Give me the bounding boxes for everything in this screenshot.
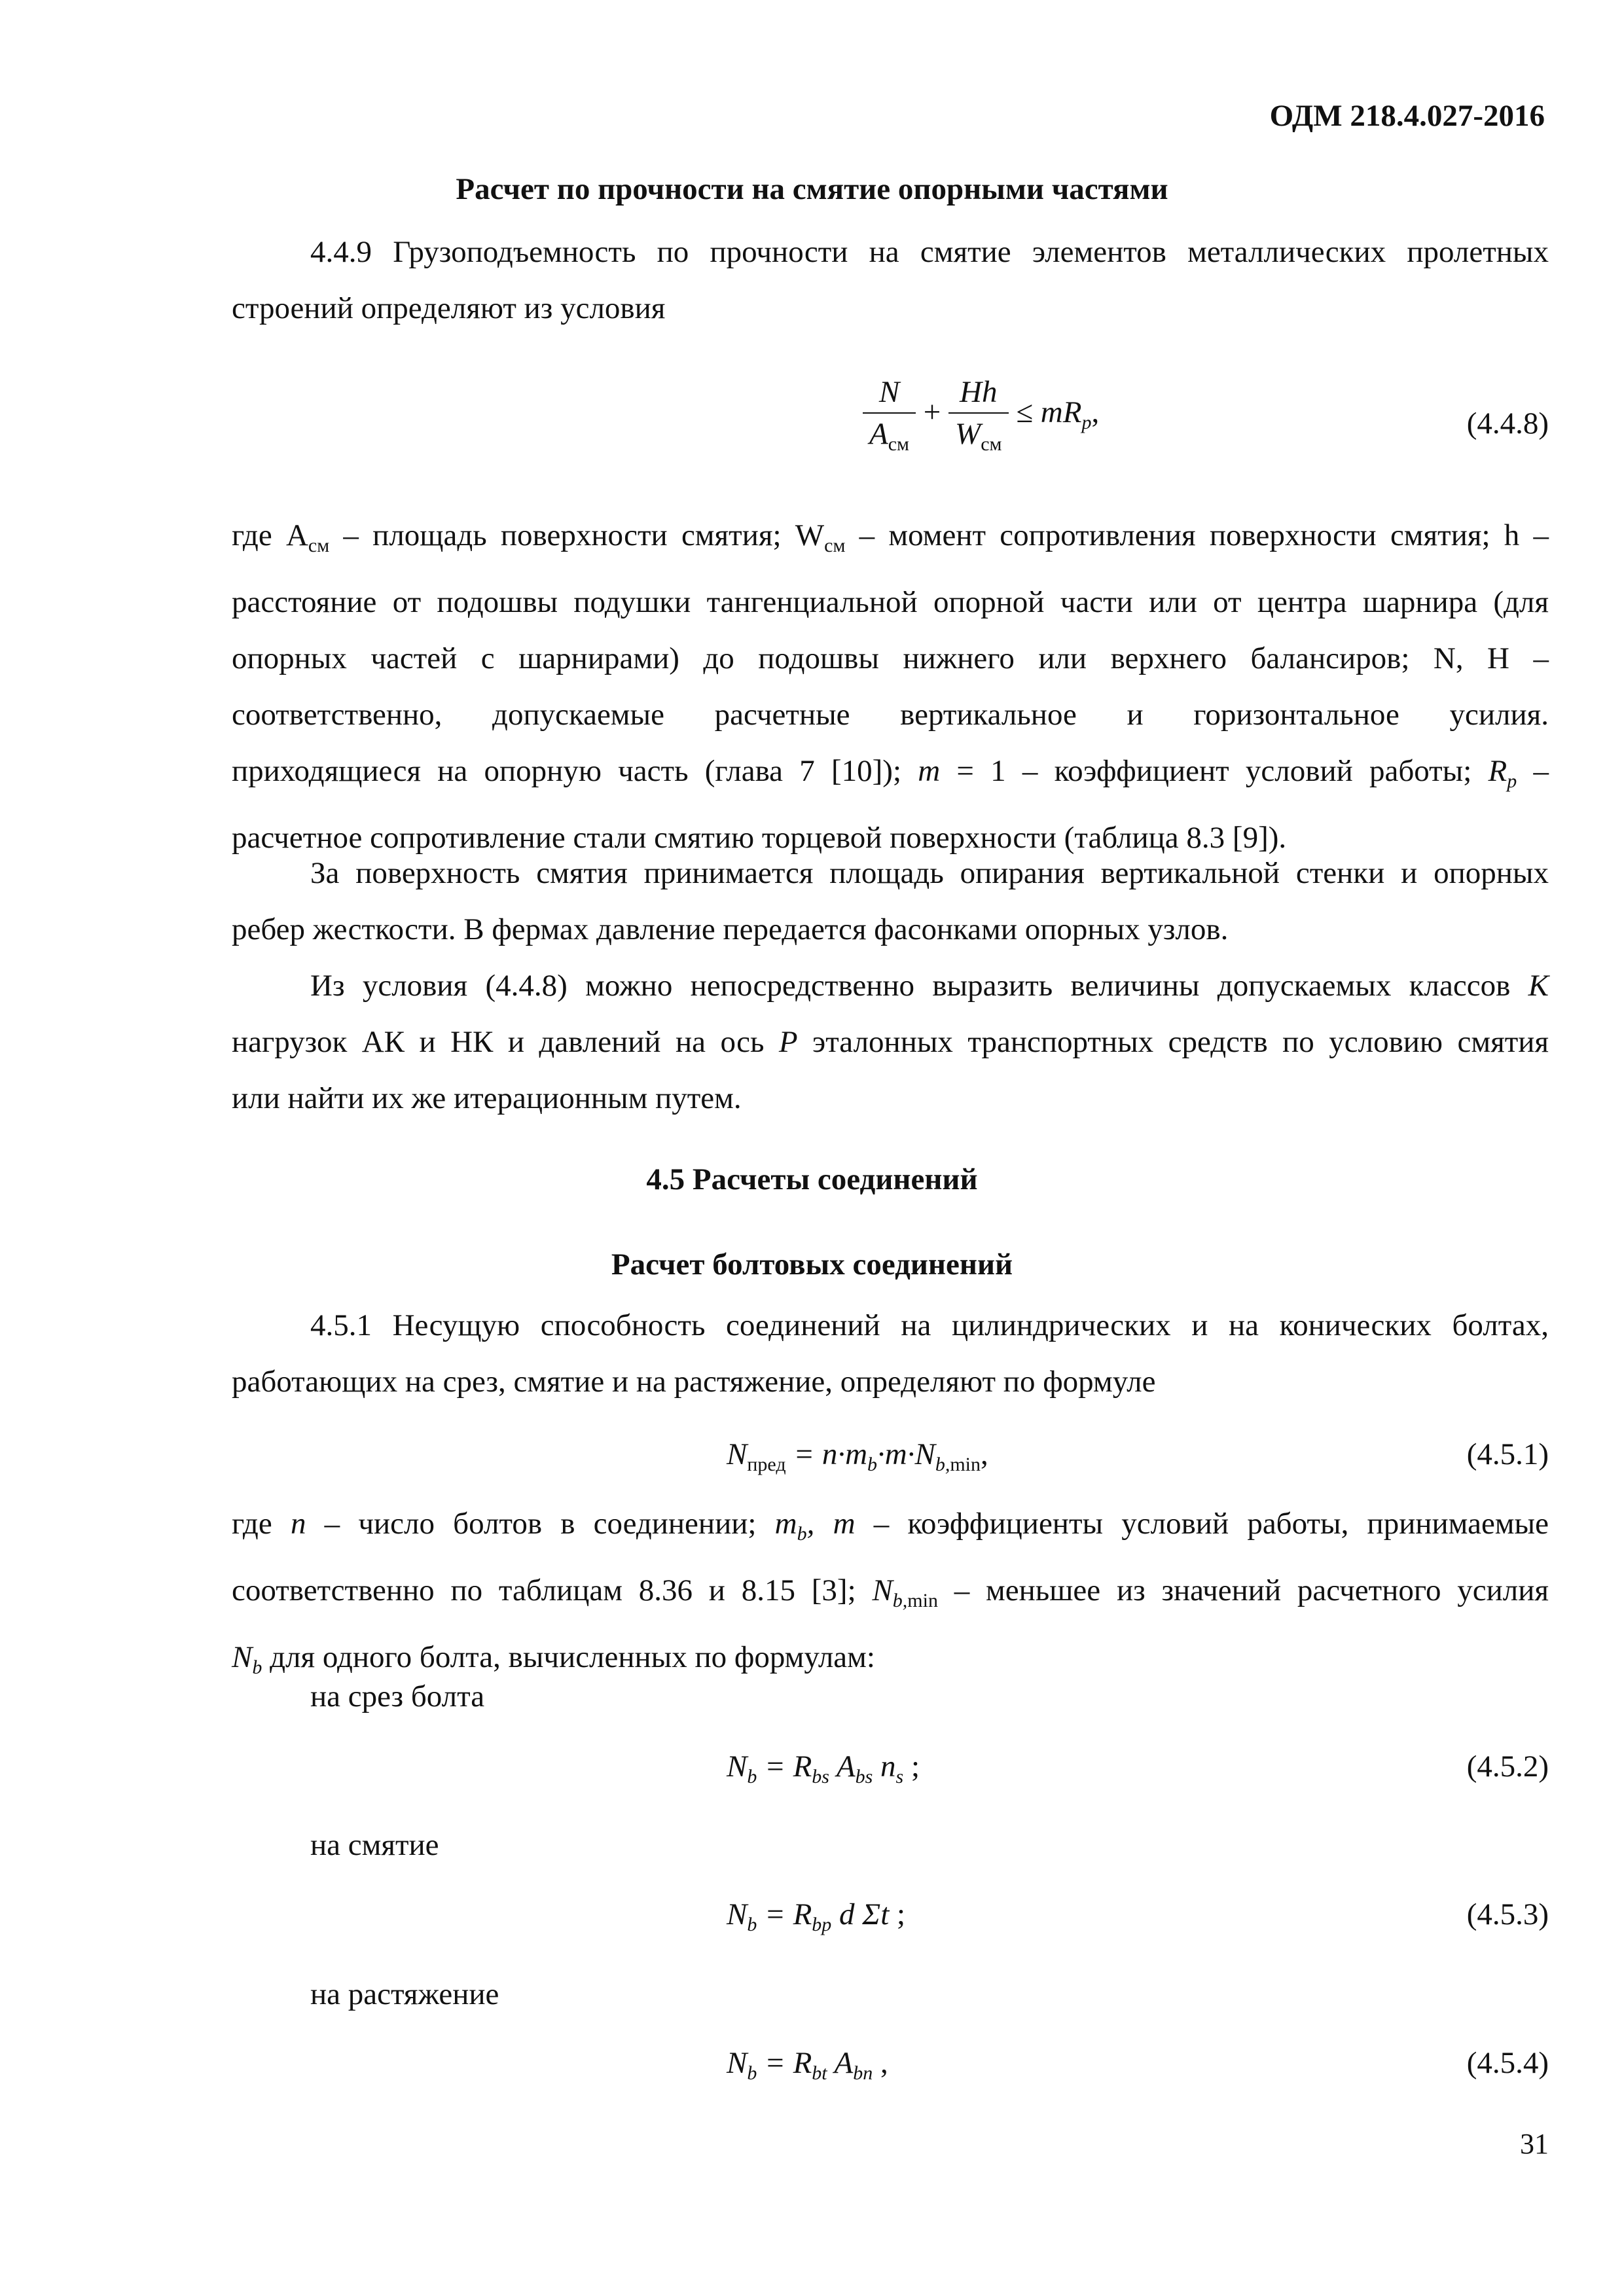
paragraph-from-condition: Из условия (4.4.8) можно непосредственно выразить величины допускаемых классов K нагрузок АК и НК и давлений на ось P эталонных транспортных средств по условию смятия или найти их же итерационным путем. xyxy=(232,969,1549,1115)
label-bolt-shear: на срез болта xyxy=(310,1679,485,1713)
formula-4-5-4: $N_b = R_{bt}$ $A_{bn}$ , xyxy=(727,2046,888,2084)
equation-number: (4.4.8) xyxy=(1466,406,1549,440)
equation-number: (4.5.2) xyxy=(1466,1749,1549,1784)
document-code: ОДМ 218.4.027-2016 xyxy=(1269,99,1545,133)
label-tension: на растяжение xyxy=(310,1977,499,2011)
formula-4-4-8: $\frac{N}{A_{см}}$ + $\frac{Hh}{W_{см}}$ ≤ $mR_p$, xyxy=(863,374,1099,456)
fraction-n-over-a: $\frac{N}{A_{см}}$ xyxy=(863,374,916,456)
page-number: 31 xyxy=(1520,2128,1549,2160)
label-crushing: на смятие xyxy=(310,1828,439,1862)
fraction-hh-over-w: $\frac{Hh}{W_{см}}$ xyxy=(948,374,1008,456)
section-heading-crushing: Расчет по прочности на смятие опорными частями xyxy=(456,172,1168,206)
paragraph-4-5-1: 4.5.1 Несущую способность соединений на цилиндрических и на конических болтах, работающих на срез, смятие и на растяжение, определяют по формуле xyxy=(232,1308,1549,1399)
equation-number: (4.5.1) xyxy=(1466,1437,1549,1471)
paragraph-where-4-4-8: где $A_{см}$ – площадь поверхности смятия; $W_{см}$ – момент сопротивления поверхности смятия; h – расстояние от подошвы подушки тангенциальной опорной части или от центра шарнира (для опорных частей с шарнирами) до подошвы нижнего или верхнего балансиров; N, H – соответственно, допускаемые расчетные вертикальное и горизонтальное усилия. приходящиеся на опорную часть (глава 7 [10]); m = 1 – коэффициент условий работы; $R_p$ – расчетное сопротивление стали смятию торцевой поверхности (таблица 8.3 [9]). xyxy=(232,518,1549,855)
subheading-bolted-joints: Расчет болтовых соединений xyxy=(611,1247,1013,1282)
formula-4-5-2: $N_b = R_{bs}$ $A_{bs}$ $n_s$ ; xyxy=(727,1749,920,1787)
paragraph-line: 4.4.9 Грузоподъемность по прочности на смятие элементов металлических пролетных xyxy=(310,235,1549,269)
paragraph-where-4-5-1: где n – число болтов в соединении; $m_b$, m – коэффициенты условий работы, принимаемые соответственно по таблицам 8.36 и 8.15 [3]; $N_{b,min}$ – меньшее из значений расчетного усилия $N_b$ для одного болта, вычисленных по формулам: xyxy=(232,1507,1549,1678)
paragraph-line: строений определяют из условия xyxy=(232,291,666,325)
equation-number: (4.5.4) xyxy=(1466,2046,1549,2080)
formula-4-5-1: $N_{пред} = n\cdot m_b\cdot m\cdot N_{b,min}$, xyxy=(727,1437,988,1475)
equation-number: (4.5.3) xyxy=(1466,1897,1549,1931)
paragraph-4-4-9 xyxy=(232,224,1549,336)
formula-4-5-3: $N_b = R_{bp}$ d Σt ; xyxy=(727,1897,906,1935)
section-heading-4-5: 4.5 Расчеты соединений xyxy=(646,1162,978,1196)
paragraph-crushing-surface: За поверхность смятия принимается площадь опирания вертикальной стенки и опорных ребер жесткости. В фермах давление передается фасонками опорных узлов. xyxy=(232,856,1549,946)
